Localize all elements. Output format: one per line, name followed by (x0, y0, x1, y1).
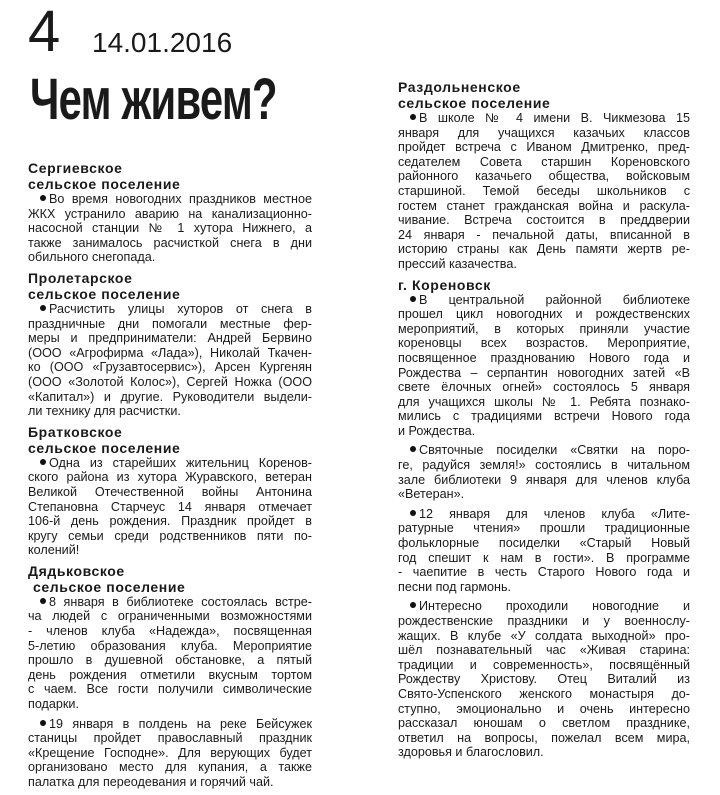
text-line: «Ветеран». (398, 487, 465, 502)
text-line: свете ёлочных огней» состоялось 5 января (398, 380, 690, 395)
line (28, 609, 312, 624)
line (398, 658, 690, 673)
line (28, 390, 312, 405)
news-item (398, 507, 690, 595)
heading-line: г. Кореновск (398, 276, 491, 293)
text-line: 19 января в полдень на реке Бейсужек (49, 716, 312, 731)
news-item (398, 293, 690, 439)
line (398, 687, 690, 702)
line (28, 207, 312, 222)
right-column (398, 79, 690, 765)
text-line: колений! (28, 543, 80, 558)
line (28, 375, 312, 390)
bullet-icon (40, 720, 46, 726)
line (398, 702, 690, 717)
line (398, 213, 690, 228)
line (28, 653, 312, 668)
text-line: посвященное празднованию Нового года и (398, 350, 690, 365)
text-line: прессий казачества. (398, 256, 517, 271)
line (398, 184, 690, 199)
text-line: и Рождества. (398, 423, 476, 438)
line (398, 565, 690, 580)
text-line: кореновцы всех возрастов. Мероприятие, (398, 336, 690, 351)
line (28, 470, 312, 485)
page-title: Чем живем? (30, 67, 277, 132)
heading-line: сельское поселение (28, 285, 181, 302)
line (28, 668, 312, 683)
text-line: седателем Совета старшин Кореновского (398, 154, 690, 169)
line (398, 424, 690, 439)
text-line: фольклорные посиделки «Старый Новый (398, 536, 690, 551)
news-item (398, 111, 690, 272)
line (28, 682, 312, 697)
line (398, 228, 690, 243)
text-line: прошел цикл новогодних и рождественских (398, 307, 690, 322)
text-line: ступно, эмоционально и очень интересно (398, 701, 690, 716)
section-heading (28, 160, 312, 192)
line (28, 236, 312, 251)
line (28, 717, 312, 732)
bullet-icon (410, 510, 416, 516)
line (398, 169, 690, 184)
heading-line: Пролетарское (28, 269, 133, 286)
line (398, 521, 690, 536)
line (398, 443, 690, 458)
line (398, 409, 690, 424)
heading-line: сельское поселение (28, 176, 181, 192)
line (28, 302, 312, 317)
section-heading (398, 277, 690, 293)
text-line: также занималось расчисткой снега в дни (28, 235, 312, 250)
text-line: 106-й день рождения. Праздник пройдет в (28, 514, 312, 529)
text-line: - чаепитие в честь Старого Нового года и (398, 565, 690, 580)
text-line: Степановна Старчеус 14 января отмечает (28, 499, 312, 514)
line (28, 731, 312, 746)
news-item (28, 717, 312, 790)
text-line: «Крещение Господне». Для верующих будет (28, 745, 312, 760)
text-line: жащих. В клубе «У солдата выходной» про- (398, 628, 690, 643)
line (398, 242, 690, 257)
bullet-icon (410, 446, 416, 452)
text-line: Свято-Успенского женского монастыря до- (398, 686, 690, 701)
line (28, 624, 312, 639)
bullet-icon (40, 305, 46, 311)
line (28, 331, 312, 346)
text-line: организовано место для купания, а также (28, 760, 312, 775)
line (398, 672, 690, 687)
text-line: чивание. Встреча состоится в преддверии (398, 213, 690, 228)
line (28, 697, 312, 712)
text-line: ге, радуйся земля!» состоялись в читальном (398, 458, 690, 473)
line (398, 629, 690, 644)
news-section (28, 424, 312, 558)
text-line: Одна из старейших жительниц Коренов- (49, 455, 312, 470)
text-line: обильного снегопада. (28, 250, 156, 265)
text-line: - членов клуба «Надежда», посвященная (28, 624, 312, 639)
text-line: ЖКХ устранило аварию на канализационно- (28, 206, 312, 221)
text-line: здоровья и благословил. (398, 745, 544, 760)
news-section (28, 160, 312, 265)
text-line: ответил на вопросы, пожелал всем мира, (398, 730, 690, 745)
text-line: историю страны как День памяти жертв ре- (398, 242, 690, 257)
text-line: В центральной районной библиотеке (419, 292, 690, 307)
line (28, 456, 312, 471)
line (398, 507, 690, 522)
news-section (28, 270, 312, 419)
line (398, 351, 690, 366)
text-line: Рождеству Христову. Отец Виталий из (398, 672, 690, 687)
line (28, 746, 312, 761)
text-line: ко (ООО «Грузавтосервис»), Арсен Кургенян (28, 360, 312, 375)
section-heading (28, 424, 312, 456)
line (398, 293, 690, 308)
line (398, 199, 690, 214)
bullet-icon (40, 459, 46, 465)
line (398, 731, 690, 746)
heading-line: Братковское (28, 423, 123, 440)
text-line: ли технику для расчистки. (28, 404, 181, 419)
line (398, 126, 690, 141)
line (28, 317, 312, 332)
line (398, 599, 690, 614)
text-line: для учащихся школы № 1. Ребята познако- (398, 394, 690, 409)
heading-line: Сергиевское (28, 160, 123, 176)
line (398, 307, 690, 322)
news-item (398, 443, 690, 501)
text-line: палатка для переодевания и горячий чай. (28, 775, 274, 789)
text-line: с чаем. Все гости получили символические (28, 682, 312, 697)
line (28, 485, 312, 500)
heading-line: сельское поселение (33, 578, 186, 595)
line (28, 639, 312, 654)
text-line: ского района из хутора Журавского, ветеран (28, 470, 312, 485)
line (398, 643, 690, 658)
line (28, 775, 312, 790)
text-line: районного казачьего общества, войсковым (398, 169, 690, 184)
section-heading (398, 79, 690, 111)
text-line: насосной станции № 1 хутора Нижнего, а (28, 221, 312, 236)
text-line: (ООО «Золотой Колос»), Сергей Ножка (ООО (28, 374, 312, 389)
text-line: рождественские праздники и у военнослу- (398, 614, 690, 628)
line (398, 745, 690, 760)
bullet-icon (410, 114, 416, 120)
line (398, 473, 690, 488)
line (398, 336, 690, 351)
line (28, 543, 312, 558)
text-line: старшиной. Темой беседы школьников с (398, 183, 690, 198)
heading-line: сельское поселение (398, 95, 551, 111)
text-line: В школе № 4 имени В. Чикмезова 15 (419, 111, 690, 125)
page-number: 4 (28, 0, 61, 64)
text-line: Великой Отечественной войны Антонина (28, 484, 312, 499)
line (398, 395, 690, 410)
line (398, 536, 690, 551)
news-section (398, 79, 690, 272)
text-line: шёл познавательный час «Живая старина: (398, 643, 690, 658)
text-line: ча людей с ограниченными возможностями (28, 609, 312, 624)
text-line: 5-летию образования клуба. Мероприятие (28, 638, 312, 653)
text-line: 24 января - печальной даты, вписанной в (398, 227, 690, 242)
news-item (28, 192, 312, 265)
line (28, 514, 312, 529)
section-heading (28, 563, 312, 595)
bullet-icon (410, 296, 416, 302)
section-heading (28, 270, 312, 302)
line (398, 487, 690, 502)
text-line: Рождества – серпантин новогодних затей «В (398, 365, 690, 380)
text-line: «Капитал») и другие. Руководители выдели- (28, 389, 312, 404)
text-line: прошло в душевной обстановке, а пятый (28, 653, 312, 668)
bullet-icon (40, 598, 46, 604)
text-line: Расчистить улицы хуторов от снега в (49, 301, 312, 316)
line (28, 250, 312, 265)
text-line: подарки. (28, 697, 79, 712)
text-line: 8 января в библиотеке состоялась встре- (49, 594, 312, 609)
line (28, 346, 312, 361)
bullet-icon (40, 195, 46, 201)
line (28, 595, 312, 610)
text-line: рассказал юношам о светлом празднике, (398, 716, 690, 731)
line (398, 140, 690, 155)
line (398, 366, 690, 381)
text-line: ратурные чтения» прошли традиционные (398, 521, 690, 536)
issue-date: 14.01.2016 (92, 27, 233, 58)
line (28, 360, 312, 375)
line (28, 500, 312, 515)
text-line: Интересно проходили новогодние и (419, 599, 690, 614)
text-line: праздничные дни помогали местные фер- (28, 316, 312, 331)
line (28, 529, 312, 544)
text-line: пройдет встреча с Иваном Дмитренко, пред- (398, 140, 690, 155)
text-line: Во время новогодних праздников местное (49, 192, 312, 206)
text-line: день рождения отметили вкусным тортом (28, 667, 312, 682)
news-item (28, 595, 312, 712)
news-section (28, 563, 312, 790)
text-line: традиции и современность», посвящённый (398, 657, 690, 672)
text-line: Святочные посиделки «Святки на поро- (419, 443, 690, 458)
heading-line: Раздольненское (398, 79, 521, 95)
left-column (28, 160, 312, 795)
text-line: мероприятий, в которых приняли участие (398, 321, 690, 336)
line (398, 380, 690, 395)
line (398, 111, 690, 126)
line (28, 221, 312, 236)
line (28, 192, 312, 207)
text-line: станицы пройдет православный праздник (28, 731, 312, 746)
line (398, 155, 690, 170)
news-item (28, 456, 312, 558)
line (398, 716, 690, 731)
line (28, 404, 312, 419)
line (398, 458, 690, 473)
text-line: января для учащихся казачьих классов (398, 125, 690, 140)
news-item (28, 302, 312, 419)
text-line: песни под гармонь. (398, 579, 512, 594)
text-line: гостем станет гражданская война и раскула- (398, 198, 690, 213)
news-section (398, 277, 690, 760)
heading-line: сельское поселение (28, 439, 181, 456)
text-line: год спешит к нам в гости». В программе (398, 550, 690, 565)
text-line: зале библиотеки 9 января для членов клуба (398, 472, 690, 487)
text-line: мились с традициями встречи Нового года (398, 409, 690, 424)
text-line: (ООО «Агрофирма «Лада»), Николай Ткачен- (28, 345, 312, 360)
line (398, 322, 690, 337)
line (398, 257, 690, 272)
bullet-icon (410, 602, 416, 608)
text-line: меры и предприниматели: Андрей Бервино (28, 331, 312, 346)
news-item (398, 599, 690, 760)
text-line: 12 января для членов клуба «Лите- (419, 506, 690, 521)
heading-line: Дядьковское (28, 562, 125, 579)
line (398, 551, 690, 566)
line (398, 580, 690, 595)
text-line: кругу семьи среди родственников пяти по- (28, 528, 312, 543)
line (398, 614, 690, 629)
